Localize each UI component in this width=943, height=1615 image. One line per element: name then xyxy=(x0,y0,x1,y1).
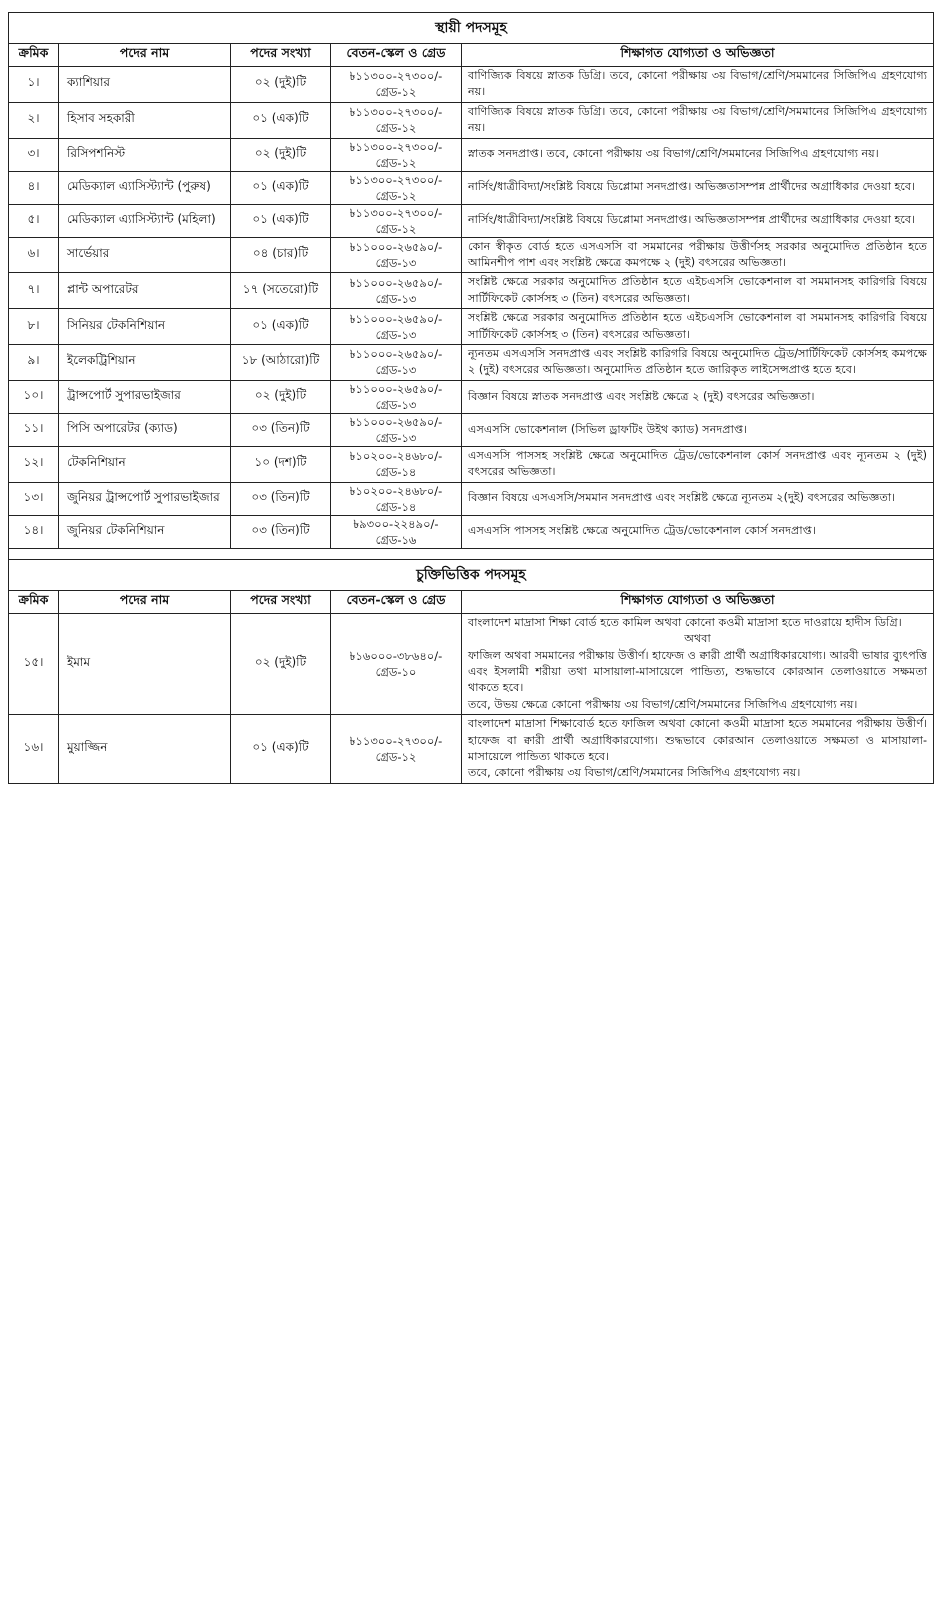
post-name-cell: সার্ভেয়ার xyxy=(59,237,231,273)
serial-cell: ১৪। xyxy=(9,515,59,548)
qualification-text: বাংলাদেশ মাদ্রাসা শিক্ষাবোর্ড হতে ফাজিল অথবা কোনো কওমী মাদ্রাসা হতে সমমানের পরীক্ষায় উত্তীর্ণ। হাফেজ বা ক্বারী প্রার্থী অগ্রাধিকারযোগ্য। শুদ্ধভাবে কোরআন তেলাওয়াতে সক্ষমতা ও মাসায়ালা-মাসায়েলে পান্ডিত্য থাকতে হবে। xyxy=(468,717,927,763)
header-count: পদের সংখ্যা xyxy=(231,590,331,613)
table-row xyxy=(9,237,934,273)
pay-scale-cell xyxy=(331,380,462,413)
qualification-text: বিজ্ঞান বিষয়ে এসএসসি/সমমান সনদপ্রাপ্ত এবং সংশ্লিষ্ট ক্ষেত্রে ন্যূনতম ২(দুই) বৎসরের অভিজ্ঞতা। xyxy=(468,491,896,505)
qualification-cell xyxy=(462,273,934,309)
serial-cell: ৫। xyxy=(9,204,59,237)
serial-cell: ১৫। xyxy=(9,613,59,714)
pay-scale-cell xyxy=(331,309,462,345)
section-spacer xyxy=(9,548,934,559)
post-name-cell: প্লান্ট অপারেটর xyxy=(59,273,231,309)
pay-scale: ৳১১৩০০-২৭৩০০/- xyxy=(349,205,443,220)
post-name-cell: টেকনিশিয়ান xyxy=(59,446,231,482)
serial-cell: ৪। xyxy=(9,171,59,204)
pay-scale: ৳১০২০০-২৪৬৮০/- xyxy=(349,449,443,464)
header-qualification: শিক্ষাগত যোগ্যতা ও অভিজ্ঞতা xyxy=(462,590,934,613)
pay-scale-cell xyxy=(331,715,462,784)
pay-scale: ৳১১৩০০-২৭৩০০/- xyxy=(349,733,443,748)
table-row xyxy=(9,482,934,515)
pay-scale-cell xyxy=(331,237,462,273)
pay-scale: ৳১১৩০০-২৭৩০০/- xyxy=(349,69,443,84)
post-count-cell: ০১ (এক)টি xyxy=(231,715,331,784)
pay-scale: ৳১১৩০০-২৭৩০০/- xyxy=(349,105,443,120)
pay-scale: ৳১১০০০-২৬৫৯০/- xyxy=(349,347,443,362)
qualification-text: সংশ্লিষ্ট ক্ষেত্রে সরকার অনুমোদিত প্রতিষ্ঠান হতে এইচএসসি ভোকেশনাল বা সমমানসহ কারিগরি বিষয়ে সার্টিফিকেট কোর্সসহ ৩ (তিন) বৎসরের অভিজ্ঞতা। xyxy=(468,275,927,305)
serial-cell: ১১। xyxy=(9,413,59,446)
qualification-cell xyxy=(462,613,934,714)
table-row xyxy=(9,413,934,446)
pay-scale-cell xyxy=(331,204,462,237)
qualification-text: এসএসসি পাসসহ সংশ্লিষ্ট ক্ষেত্রে অনুমোদিত ট্রেড/ভোকেশনাল কোর্স সনদপ্রাপ্ত। xyxy=(468,524,816,538)
qualification-cell xyxy=(462,380,934,413)
header-serial: ক্রমিক xyxy=(9,590,59,613)
qualification-text: ন্যূনতম এসএসসি সনদপ্রাপ্ত এবং সংশ্লিষ্ট কারিগরি বিষয়ে অনুমোদিত ট্রেড/সার্টিফিকেট কোর্সসহ কমপক্ষে ২ (দুই) বৎসরের অভিজ্ঞতা। অনুমোদিত প্রতিষ্ঠান হতে জারিকৃত লাইসেন্সপ্রাপ্ত হতে হবে। xyxy=(468,347,927,377)
pay-scale: ৳১১০০০-২৬৫৯০/- xyxy=(349,275,443,290)
qualification-text: নার্সিং/ধাত্রীবিদ্যা/সংশ্লিষ্ট বিষয়ে ডিপ্লোমা সনদপ্রাপ্ত। অভিজ্ঞতাসম্পন্ন প্রার্থীদের অগ্রাধিকার দেওয়া হবে। xyxy=(468,180,916,194)
post-name-cell: মুয়াজ্জিন xyxy=(59,715,231,784)
table-row xyxy=(9,273,934,309)
pay-scale-cell xyxy=(331,446,462,482)
section-title: স্থায়ী পদসমূহ xyxy=(9,13,934,44)
pay-scale: ৳১৬০০০-৩৮৬৪০/- xyxy=(349,648,443,663)
pay-scale-cell xyxy=(331,171,462,204)
grade: গ্রেড-১৩ xyxy=(375,291,417,306)
post-name-cell: হিসাব সহকারী xyxy=(59,102,231,138)
post-count-cell: ০১ (এক)টি xyxy=(231,171,331,204)
table-row xyxy=(9,171,934,204)
grade: গ্রেড-১৩ xyxy=(375,397,417,412)
table-row xyxy=(9,309,934,345)
post-name-cell: রিসিপশনিস্ট xyxy=(59,138,231,171)
grade: গ্রেড-১৪ xyxy=(375,499,417,514)
post-count-cell: ০২ (দুই)টি xyxy=(231,380,331,413)
pay-scale: ৳১১৩০০-২৭৩০০/- xyxy=(349,172,443,187)
post-count-cell: ১৮ (আঠারো)টি xyxy=(231,345,331,381)
post-count-cell: ০৩ (তিন)টি xyxy=(231,482,331,515)
pay-scale-cell xyxy=(331,67,462,103)
pay-scale-cell xyxy=(331,413,462,446)
serial-cell: ৬। xyxy=(9,237,59,273)
pay-scale-cell xyxy=(331,138,462,171)
qualification-cell xyxy=(462,138,934,171)
grade: গ্রেড-১৪ xyxy=(375,465,417,480)
qualification-cell xyxy=(462,715,934,784)
grade: গ্রেড-১৩ xyxy=(375,363,417,378)
header-name: পদের নাম xyxy=(59,44,231,67)
qualification-text: তবে, কোনো পরীক্ষায় ৩য় বিভাগ/শ্রেণি/সমমানের সিজিপিএ গ্রহণযোগ্য নয়। xyxy=(468,766,801,780)
qualification-text: নার্সিং/ধাত্রীবিদ্যা/সংশ্লিষ্ট বিষয়ে ডিপ্লোমা সনদপ্রাপ্ত। অভিজ্ঞতাসম্পন্ন প্রার্থীদের অগ্রাধিকার দেওয়া হবে। xyxy=(468,213,916,227)
grade: গ্রেড-১৩ xyxy=(375,430,417,445)
pay-scale-cell xyxy=(331,345,462,381)
grade: গ্রেড-১২ xyxy=(375,85,417,100)
serial-cell: ২। xyxy=(9,102,59,138)
qualification-cell xyxy=(462,482,934,515)
post-count-cell: ০২ (দুই)টি xyxy=(231,67,331,103)
pay-scale-cell xyxy=(331,613,462,714)
serial-cell: ১২। xyxy=(9,446,59,482)
post-count-cell: ০১ (এক)টি xyxy=(231,102,331,138)
serial-cell: ৮। xyxy=(9,309,59,345)
header-name: পদের নাম xyxy=(59,590,231,613)
qualification-text: বাংলাদেশ মাদ্রাসা শিক্ষা বোর্ড হতে কামিল অথবা কোনো কওমী মাদ্রাসা হতে দাওরায়ে হাদীস ডিগ্রি। xyxy=(468,615,902,629)
qualification-cell xyxy=(462,171,934,204)
vacancy-table xyxy=(8,12,934,784)
pay-scale: ৳১১০০০-২৬৫৯০/- xyxy=(349,240,443,255)
qualification-text: এসএসসি পাসসহ সংশ্লিষ্ট ক্ষেত্রে অনুমোদিত ট্রেড/ভোকেশনাল কোর্স সনদপ্রাপ্ত এবং ন্যূনতম ২ (দুই) বৎসরের অভিজ্ঞতা। xyxy=(468,448,927,479)
grade: গ্রেড-১৩ xyxy=(375,327,417,342)
table-row xyxy=(9,446,934,482)
table-row xyxy=(9,138,934,171)
qualification-text: বাণিজ্যিক বিষয়ে স্নাতক ডিগ্রি। তবে, কোনো পরীক্ষায় ৩য় বিভাগ/শ্রেণি/সমমানের সিজিপিএ গ্রহণযোগ্য নয়। xyxy=(468,104,927,135)
qualification-cell xyxy=(462,413,934,446)
section-title-row xyxy=(9,559,934,590)
table-row xyxy=(9,345,934,381)
table-row xyxy=(9,715,934,784)
pay-scale-cell xyxy=(331,515,462,548)
header-serial: ক্রমিক xyxy=(9,44,59,67)
post-name-cell: ইলেকট্রিশিয়ান xyxy=(59,345,231,381)
post-count-cell: ০২ (দুই)টি xyxy=(231,613,331,714)
pay-scale-cell xyxy=(331,102,462,138)
qualification-or: অথবা xyxy=(684,632,711,646)
serial-cell: ৩। xyxy=(9,138,59,171)
column-header-row xyxy=(9,590,934,613)
table-row xyxy=(9,204,934,237)
table-row xyxy=(9,515,934,548)
table-row xyxy=(9,102,934,138)
serial-cell: ৯। xyxy=(9,345,59,381)
pay-scale-cell xyxy=(331,273,462,309)
post-name-cell: জুনিয়র টেকনিশিয়ান xyxy=(59,515,231,548)
grade: গ্রেড-১২ xyxy=(375,221,417,236)
qualification-cell xyxy=(462,309,934,345)
header-pay: বেতন-স্কেল ও গ্রেড xyxy=(331,44,462,67)
grade: গ্রেড-১০ xyxy=(375,664,417,679)
header-qualification: শিক্ষাগত যোগ্যতা ও অভিজ্ঞতা xyxy=(462,44,934,67)
grade: গ্রেড-১৬ xyxy=(375,532,417,547)
pay-scale: ৳১১০০০-২৬৫৯০/- xyxy=(349,414,443,429)
post-name-cell: মেডিক্যাল এ্যাসিস্ট্যান্ট (পুরুষ) xyxy=(59,171,231,204)
post-count-cell: ০৪ (চার)টি xyxy=(231,237,331,273)
post-name-cell: সিনিয়র টেকনিশিয়ান xyxy=(59,309,231,345)
pay-scale: ৳১০২০০-২৪৬৮০/- xyxy=(349,483,443,498)
qualification-cell xyxy=(462,67,934,103)
post-count-cell: ১৭ (সতেরো)টি xyxy=(231,273,331,309)
qualification-text: কোন স্বীকৃত বোর্ড হতে এসএসসি বা সমমানের পরীক্ষায় উত্তীর্ণসহ সরকার অনুমোদিত প্রতিষ্ঠান হতে আমিনশীপ পাশ এবং সংশ্লিষ্ট ক্ষেত্রে কমপক্ষে ২ (দুই) বৎসরের অভিজ্ঞতা। xyxy=(468,239,927,270)
qualification-cell xyxy=(462,237,934,273)
table-row xyxy=(9,613,934,714)
qualification-text: তবে, উভয় ক্ষেত্রে কোনো পরীক্ষায় ৩য় বিভাগ/শ্রেণি/সমমানের সিজিপিএ গ্রহণযোগ্য নয়। xyxy=(468,697,858,711)
post-name-cell: পিসি অপারেটর (ক্যাড) xyxy=(59,413,231,446)
qualification-cell xyxy=(462,345,934,381)
grade: গ্রেড-১২ xyxy=(375,155,417,170)
pay-scale: ৳১১৩০০-২৭৩০০/- xyxy=(349,139,443,154)
section-title-row xyxy=(9,13,934,44)
post-count-cell: ০৩ (তিন)টি xyxy=(231,515,331,548)
job-vacancy-document xyxy=(8,12,934,784)
post-name-cell: মেডিক্যাল এ্যাসিস্ট্যান্ট (মহিলা) xyxy=(59,204,231,237)
qualification-text: ফাজিল অথবা সমমানের পরীক্ষায় উত্তীর্ণ। হাফেজ ও ক্বারী প্রার্থী অগ্রাধিকারযোগ্য। আরবী ভাষার ব্যুৎপত্তি এবং ইসলামী শরীয়া তথা মাসায়ালা-মাসায়েলে পান্ডিত্য, শুদ্ধভাবে কোরআন তেলাওয়াতে সক্ষমতা থাকতে হবে। xyxy=(468,648,927,695)
table-row xyxy=(9,67,934,103)
grade: গ্রেড-১২ xyxy=(375,749,417,764)
post-count-cell: ০১ (এক)টি xyxy=(231,204,331,237)
section-title: চুক্তিভিত্তিক পদসমূহ xyxy=(9,559,934,590)
qualification-text: এসএসসি ভোকেশনাল (সিভিল ড্রাফটিং উইথ ক্যাড) সনদপ্রাপ্ত। xyxy=(468,422,748,436)
post-count-cell: ১০ (দশ)টি xyxy=(231,446,331,482)
pay-scale: ৳১১০০০-২৬৫৯০/- xyxy=(349,311,443,326)
serial-cell: ১। xyxy=(9,67,59,103)
qualification-cell xyxy=(462,515,934,548)
serial-cell: ১৬। xyxy=(9,715,59,784)
post-count-cell: ০২ (দুই)টি xyxy=(231,138,331,171)
post-count-cell: ০১ (এক)টি xyxy=(231,309,331,345)
pay-scale: ৳১১০০০-২৬৫৯০/- xyxy=(349,381,443,396)
grade: গ্রেড-১৩ xyxy=(375,256,417,271)
serial-cell: ১৩। xyxy=(9,482,59,515)
serial-cell: ১০। xyxy=(9,380,59,413)
qualification-text: বিজ্ঞান বিষয়ে স্নাতক সনদপ্রাপ্ত এবং সংশ্লিষ্ট ক্ষেত্রে ২ (দুই) বৎসরের অভিজ্ঞতা। xyxy=(468,389,815,403)
grade: গ্রেড-১২ xyxy=(375,188,417,203)
column-header-row xyxy=(9,44,934,67)
header-count: পদের সংখ্যা xyxy=(231,44,331,67)
qualification-text: সংশ্লিষ্ট ক্ষেত্রে সরকার অনুমোদিত প্রতিষ্ঠান হতে এইচএসসি ভোকেশনাল বা সমমানসহ কারিগরি বিষয়ে সার্টিফিকেট কোর্সসহ ৩ (তিন) বৎসরের অভিজ্ঞতা। xyxy=(468,311,927,341)
pay-scale-cell xyxy=(331,482,462,515)
post-count-cell: ০৩ (তিন)টি xyxy=(231,413,331,446)
qualification-cell xyxy=(462,446,934,482)
grade: গ্রেড-১২ xyxy=(375,121,417,136)
post-name-cell: ক্যাশিয়ার xyxy=(59,67,231,103)
qualification-cell xyxy=(462,204,934,237)
qualification-cell xyxy=(462,102,934,138)
header-pay: বেতন-স্কেল ও গ্রেড xyxy=(331,590,462,613)
serial-cell: ৭। xyxy=(9,273,59,309)
qualification-text: স্নাতক সনদপ্রাপ্ত। তবে, কোনো পরীক্ষায় ৩য় বিভাগ/শ্রেণি/সমমানের সিজিপিএ গ্রহণযোগ্য নয়। xyxy=(468,147,879,161)
section-gap xyxy=(9,548,934,559)
qualification-text: বাণিজ্যিক বিষয়ে স্নাতক ডিগ্রি। তবে, কোনো পরীক্ষায় ৩য় বিভাগ/শ্রেণি/সমমানের সিজিপিএ গ্রহণযোগ্য নয়। xyxy=(468,69,927,99)
pay-scale: ৳৯৩০০-২২৪৯০/- xyxy=(353,516,439,531)
post-name-cell: জুনিয়র ট্রান্সপোর্ট সুপারভাইজার xyxy=(59,482,231,515)
post-name-cell: ইমাম xyxy=(59,613,231,714)
table-row xyxy=(9,380,934,413)
post-name-cell: ট্রান্সপোর্ট সুপারভাইজার xyxy=(59,380,231,413)
